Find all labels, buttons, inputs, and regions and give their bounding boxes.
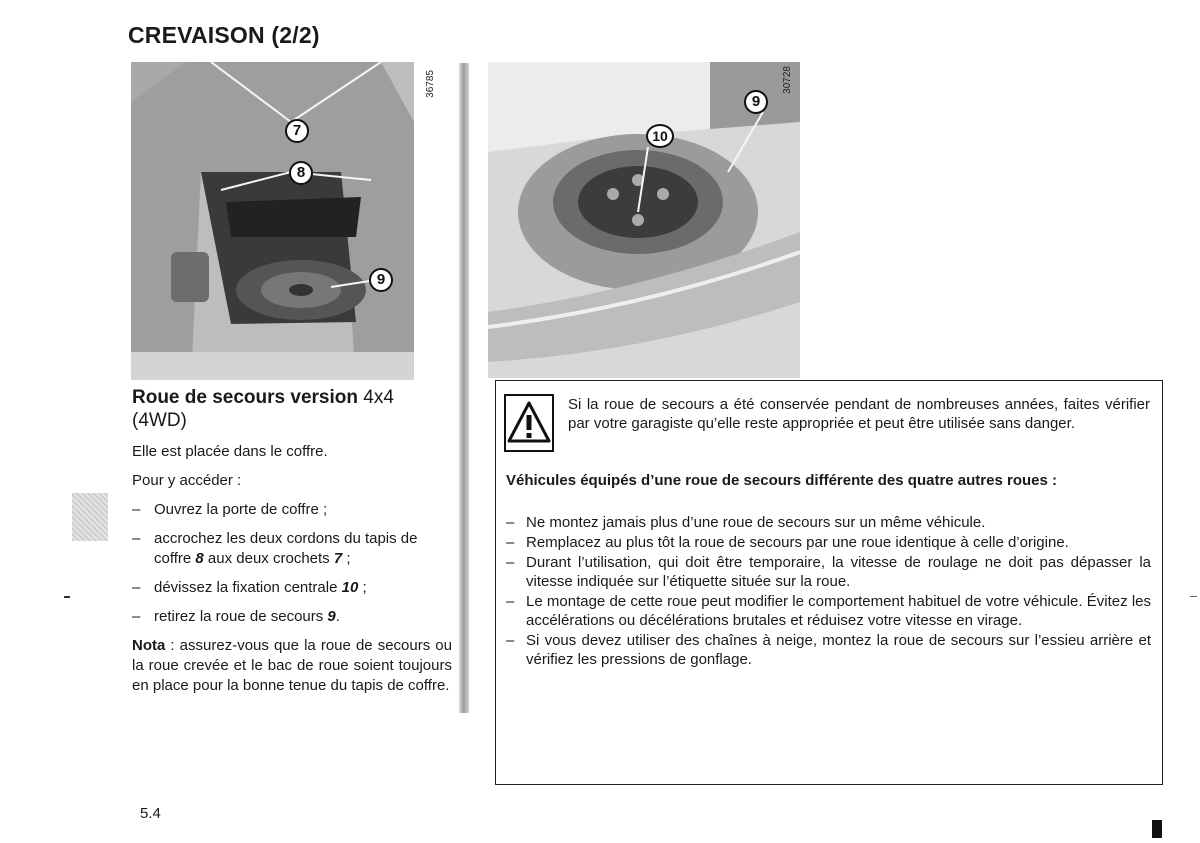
section-title-normal: 4x4 xyxy=(363,387,394,408)
spare-wheel-section xyxy=(132,386,452,696)
figure-code-right: 30728 xyxy=(782,66,793,94)
steps-list xyxy=(132,500,452,627)
page-title: CREVAISON (2/2) xyxy=(128,22,320,48)
callout-9: 9 xyxy=(369,268,393,292)
callout-9: 9 xyxy=(744,90,768,114)
list-item: – Remplacez au plus tôt la roue de secours par une roue identique à celle d’origine. xyxy=(506,533,1151,552)
list-item: – Ouvrez la porte de coffre ; xyxy=(132,500,452,520)
callout-10: 10 xyxy=(646,124,674,148)
intro-text: Elle est placée dans le coffre. xyxy=(132,443,328,460)
trunk-figure xyxy=(131,62,414,380)
warning-heading: Véhicules équipés d’une roue de secours différente des quatre autres roues : xyxy=(506,472,1057,489)
section-title-bold: Roue de secours version xyxy=(132,387,358,408)
section-title xyxy=(132,386,452,432)
section-title-line2: (4WD) xyxy=(132,410,187,431)
warning-intro: Si la roue de secours a été conservée pendant de nombreuses années, faites vérifier par votre garagiste qu’elle reste appropriée et peut être utilisée sans danger. xyxy=(568,396,1150,432)
access-text: Pour y accéder : xyxy=(132,472,242,489)
list-item: – dévissez la fixation centrale 10 ; xyxy=(132,578,452,598)
end-mark xyxy=(1152,820,1162,838)
list-item: – Le montage de cette roue peut modifier le comportement habituel de votre véhicule. Évitez les accélérations ou décélérations brutales et réduisez votre vitesse en virage. xyxy=(506,592,1151,630)
list-item: – Si vous devez utiliser des chaînes à neige, montez la roue de secours sur l’essieu arrière et vérifiez les pressions de gonflage. xyxy=(506,631,1151,669)
page-number: 5.4 xyxy=(140,805,161,822)
margin-mark xyxy=(1190,596,1197,597)
warning-list xyxy=(506,513,1151,670)
chapter-tab xyxy=(72,493,108,541)
spare-wheel-figure xyxy=(488,62,800,378)
callout-7: 7 xyxy=(285,119,309,143)
warning-box xyxy=(495,380,1163,785)
list-item: – accrochez les deux cordons du tapis de coffre 8 aux deux crochets 7 ; xyxy=(132,529,452,569)
figure-code-left: 36785 xyxy=(425,70,436,98)
list-item: – Ne montez jamais plus d’une roue de secours sur un même véhicule. xyxy=(506,513,1151,532)
list-item: – Durant l’utilisation, qui doit être temporaire, la vitesse de roulage ne doit pas dépasser la vitesse indiquée sur l’étiquette située sur la roue. xyxy=(506,553,1151,591)
list-item: – retirez la roue de secours 9. xyxy=(132,607,452,627)
callout-8: 8 xyxy=(289,161,313,185)
warning-triangle-icon xyxy=(504,394,554,452)
nota-text: Nota : assurez-vous que la roue de secours ou la roue crevée et le bac de roue soient toujours en place pour la bonne tenue du tapis de coffre. xyxy=(132,637,452,694)
column-divider xyxy=(459,63,469,713)
margin-mark xyxy=(64,596,70,598)
